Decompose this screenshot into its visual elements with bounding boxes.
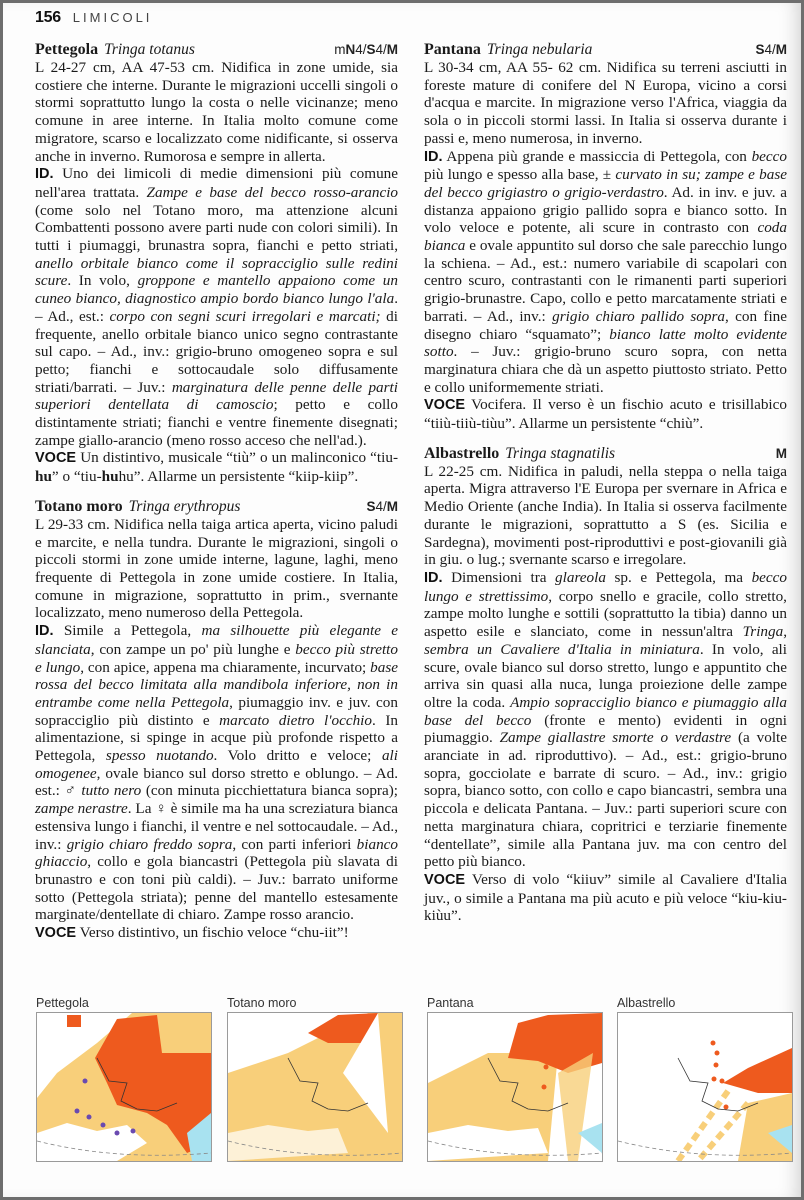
voice-text-label: VOCE (35, 925, 77, 942)
map-label: Pettegola (36, 996, 89, 1010)
species-heading (35, 498, 398, 516)
map-label: Pantana (427, 996, 474, 1010)
common-name: Totano moro (35, 497, 123, 515)
species-names (35, 41, 195, 59)
identification-text: ID. Dimensioni tra glareola sp. e Pettegola, ma becco lungo e strettissimo, corpo snello e gracile, collo stretto, zampe molto lunghe e sottili (soprattutto la tibia) danno un aspetto esile e slanciato, come in nessun'altra Tringa, sembra un Cavaliere d'Italia in miniatura. In volo, ali scure, ovale bianco sul dorso stretto, lungo e appuntito che arriva sin quasi alla nuca, lunga proiezione delle zampe oltre la coda. Ampio sopracciglio bianco e piumaggio alla base del becco (fronte e mento) evidenti in ogni piumaggio. Zampe giallastre smorte o verdastre (a volte aranciate in ad. riproduttivo). – Ad., est.: grigio-bruno sopra, gocciolate e barrate di scuro. – Ad., inv.: grigio sopra, bianco sotto, con collo e capo biancastri, sembra una piccola e delicata Pantana. – Juv.: parti superiori scure con netta marginatura chiara, copritrici e terziarie finemente “dentellate”, simile alla Pantana juv. ma con centro del petto più bianco. (424, 568, 788, 871)
species-heading (424, 41, 787, 59)
species-entry-pantana (424, 41, 787, 433)
distribution-maps (3, 994, 801, 1174)
scientific-name: Tringa erythropus (128, 497, 241, 515)
identification-text: ID. Appena più grande e massiccia di Pettegola, con becco più lungo e spesso alla base, ± curvato in su; zampe e base del becco grigiastro o grigio-verdastro. Ad. in inv. e juv. a distanza appaiono grigio pallido sopra e bianco sotto. In volo veloce e potente, ali scure in contrasto con coda bianca e ovale appuntito sul dorso che sale parecchio lungo la schiena. – Ad., est.: numero variabile di scapolari con centro scuro, contrastanti con le rimanenti parti superiori grigio-brunastre. Capo, collo e petto marcatamente striati e barrati. – Ad., inv.: grigio chiaro pallido sopra, con fine disegno chiaro “squamato”; bianco latte molto evidente sotto. – Juv.: grigio-bruno scuro sopra, con netta marginatura chiara che dà un aspetto piuttosto striato. Petto e collo uniformemente striati. (424, 147, 788, 396)
voice-text: VOCE Verso distintivo, un fischio veloce “chu-iit”! (35, 924, 349, 942)
book-page (3, 3, 801, 1197)
identification-text-label: ID. (35, 623, 54, 640)
species-entry-albastrello (424, 445, 787, 925)
species-entry-totano-moro (35, 498, 398, 943)
common-name: Albastrello (424, 444, 500, 462)
species-names (35, 498, 240, 516)
identification-text-label: ID. (424, 569, 443, 586)
identification-text: ID. Uno dei limicoli di medie dimensioni più comune nell'area trattata. Zampe e base del becco rosso-arancio (come solo nel Totano moro, ma attenzione alcuni Combattenti possono avere parti nude con colori simili). In tutti i piumaggi, brunastra sopra, fianchi e petto striati, anello orbitale bianco come il sopracciglio sulle redini scure. In volo, groppone e mantello appaiono come un cuneo bianco, diagnostico ampio bordo bianco lungo l'ala. – Ad., est.: corpo con segni scuri irregolari e marcati; di frequente, anello orbitale bianco unico segno contrastante sul capo. – Ad., inv.: grigio-bruno omogeneo sopra e sul petto; fianchi e sottocaudale solo diffusamente striati/barrati. – Juv.: marginatura delle penne delle parti superiori dentellata di camoscio; petto e collo distintamente striati; fianchi e ventre finemente disegnati; zampe giallo-arancio (meno rosso acceso che nell'ad.). (35, 165, 399, 449)
map-pettegola (36, 994, 212, 1162)
voice-text-label: VOCE (424, 397, 466, 414)
common-name: Pantana (424, 41, 481, 58)
species-intro: L 29-33 cm. Nidifica nella taiga artica aperta, vicino paludi e marcite, e nella tundra. Durante le migrazioni, singoli o piccoli stormi in zone umide interne, lagune, laghi, meno frequente di Pettegola in zone umide costiere. In Italia, comune in migrazione, soprattutto in prim., svernante localizzato, meno numeroso della Pettegola. (35, 515, 398, 622)
left-column (35, 41, 398, 955)
map-label: Albastrello (617, 996, 676, 1010)
species-intro: L 30-34 cm, AA 55- 62 cm. Nidifica su terreni asciutti in foreste mature di conifere del N Europa, vicino a corsi d'acqua e marcite. In migrazione verso l'Africa, viaggia da sola o in piccoli stormi lassi. In Italia si osserva durante i passi e, meno numerosa, in inverno. (424, 59, 787, 147)
range-map-albastrello (617, 1012, 793, 1162)
range-map-pantana (427, 1012, 603, 1162)
running-head (35, 9, 152, 29)
species-heading (424, 445, 787, 463)
identification-text: ID. Simile a Pettegola, ma silhouette più elegante e slanciata, con zampe un po' più lunghe e becco più stretto e lungo, con apice, appena ma chiaramente, incurvato; base rossa del becco limitata alla mandibola inferiore, non in entrambe come nella Pettegola, piumaggio inv. e juv. con sopracciglio più distinto e marcato dietro l'occhio. In alimentazione, si spinge in acque più profonde rispetto a Pettegola, spesso nuotando. Volo dritto e veloce; ali omogenee, ovale bianco sul dorso stretto e oblungo. – Ad. est.: ♂ tutto nero (con minuta picchiettatura bianca sopra); zampe nerastre. La ♀ è simile ma ha una screziatura bianca estensiva lungo i fianchi, il ventre e nel sottocaudale. – Ad., inv.: grigio chiaro freddo sopra, con parti inferiori bianco ghiaccio, collo e gola biancastri (Pettegola più slavata di brunastro e con toni più caldi). – Juv.: barrato uniforme sotto (Pettegola striata); penne del mantello estesamente marginate/dentellate di chiaro. Zampe rosso arancio. (35, 622, 398, 924)
voice-text-label: VOCE (424, 871, 466, 888)
identification-text-label: ID. (35, 166, 54, 183)
species-names (424, 445, 615, 463)
map-totano-moro (227, 994, 403, 1162)
status-code: S4/M (755, 42, 787, 57)
map-albastrello (617, 994, 793, 1162)
species-intro: L 22-25 cm. Nidifica in paludi, nella steppa o nella taiga aperta. Migra attraverso l'E Europa per svernare in Africa e Medio Oriente (anche India). In Italia si osserva facilmente durante le migrazioni, soprattutto a S (es. Sicilia e Sardegna), movimenti post-riproduttivi e post-giovanili già in giu. o lug.; svernante scarso e irregolare. (424, 462, 787, 569)
voice-text: VOCE Vocifera. Il verso è un fischio acuto e trisillabico “tiiù-tiiù-tiùu”. Allarme un persistente “chiù”. (424, 396, 787, 433)
species-names (424, 41, 592, 59)
range-map-pettegola (36, 1012, 212, 1162)
common-name: Pettegola (35, 41, 99, 58)
voice-text: VOCE Verso di volo “kiiuv” simile al Cavaliere d'Italia juv., o simile a Pantana ma più acuto e più veloce “kiu-kiu-kiùu”. (424, 870, 787, 925)
status-code: S4/M (366, 498, 398, 514)
voice-text-label: VOCE (35, 450, 77, 467)
scientific-name: Tringa totanus (104, 41, 195, 58)
section-title: LIMICOLI (72, 10, 153, 25)
map-label: Totano moro (227, 996, 297, 1010)
map-pantana (427, 994, 603, 1162)
voice-text: VOCE Un distintivo, musicale “tiù” o un malinconico “tiu-hu” o “tiu-huhu”. Allarme un persistente “kiip-kiip”. (35, 449, 398, 486)
right-column (424, 41, 787, 937)
page-number: 156 (35, 9, 61, 26)
identification-text-label: ID. (424, 148, 443, 165)
status-code: M (775, 445, 787, 461)
species-intro: L 24-27 cm, AA 47-53 cm. Nidifica in zone umide, sia costiere che interne. Durante le migrazioni uccelli singoli o stormi soprattutto lungo la costa o nelle vicinanze; meno comune in aree interne. In Italia molto comune come migratore, scarso e localizzato come nidificante, si osserva anche in inverno. Rumorosa e sempre in allerta. (35, 59, 398, 165)
status-code: mN4/S4/M (334, 42, 398, 57)
scientific-name: Tringa stagnatilis (505, 444, 616, 462)
range-map-totano-moro (227, 1012, 403, 1162)
species-heading (35, 41, 398, 59)
species-entry-pettegola (35, 41, 398, 486)
scientific-name: Tringa nebularia (486, 41, 593, 58)
